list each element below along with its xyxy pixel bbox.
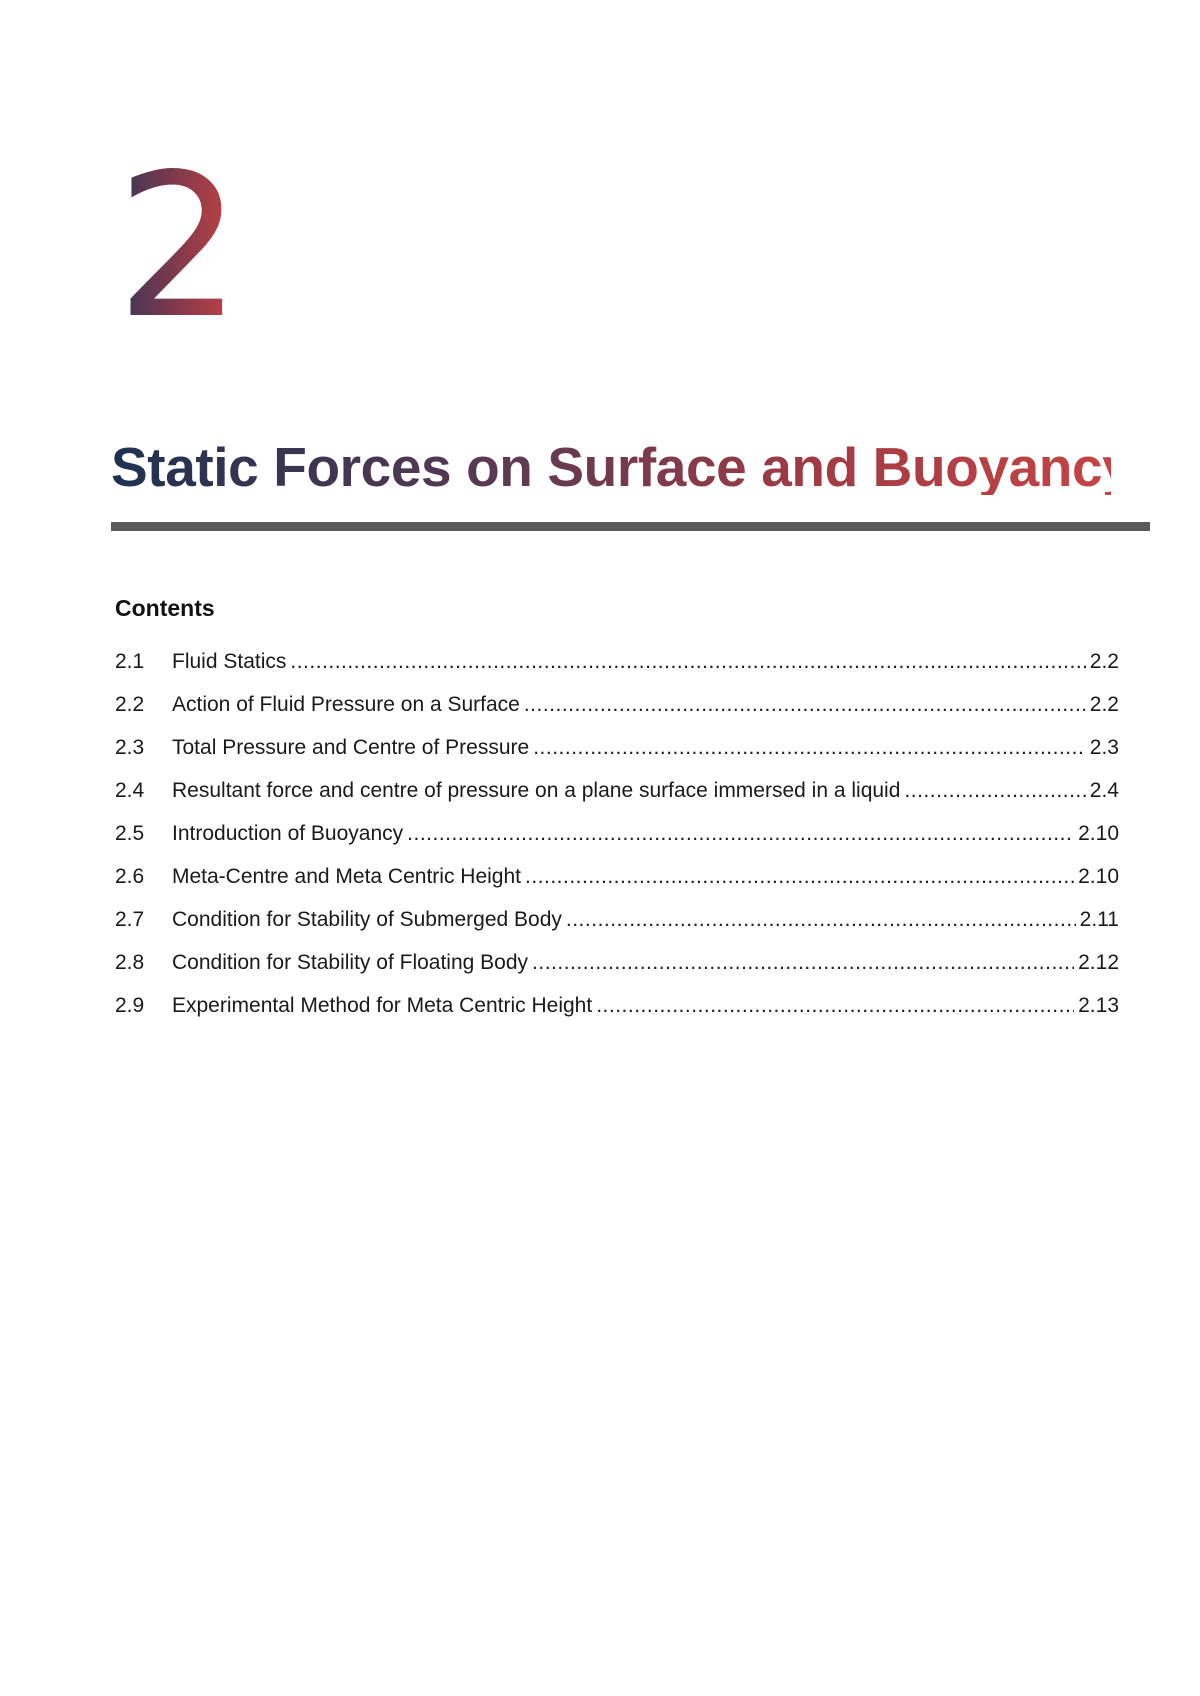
toc-entry-number: 2.1	[115, 650, 145, 673]
toc-entry-page: 2.11	[1079, 908, 1119, 931]
toc-entry[interactable]	[115, 865, 1119, 908]
toc-entry-title: Total Pressure and Centre of Pressure	[172, 736, 530, 759]
toc-entry[interactable]	[115, 650, 1119, 693]
toc-entry-number: 2.7	[115, 908, 145, 931]
chapter-title: Static Forces on Surface and Buoyancy	[111, 436, 1133, 498]
toc-dot-leader	[566, 908, 1076, 932]
toc-dot-leader	[533, 736, 1086, 760]
toc-entry-title: Introduction of Buoyancy	[172, 822, 404, 845]
toc-entry-page: 2.10	[1078, 822, 1119, 845]
title-divider	[111, 522, 1150, 531]
toc-entry[interactable]	[115, 736, 1119, 779]
toc-entry[interactable]	[115, 994, 1119, 1037]
toc-entry-number: 2.6	[115, 865, 145, 888]
contents-heading: Contents	[115, 595, 215, 621]
chapter-number: 2	[116, 131, 240, 362]
toc-entry-title: Condition for Stability of Submerged Body	[172, 908, 562, 931]
toc-entry-title: Experimental Method for Meta Centric Height	[172, 994, 593, 1017]
toc-entry[interactable]	[115, 693, 1119, 736]
toc-entry-number: 2.5	[115, 822, 145, 845]
toc-dot-leader	[407, 822, 1074, 846]
toc-entry[interactable]	[115, 951, 1119, 994]
toc-dot-leader	[596, 994, 1074, 1018]
toc-dot-leader	[290, 650, 1085, 674]
toc-dot-leader	[525, 865, 1074, 889]
toc-entry-title: Condition for Stability of Floating Body	[172, 951, 529, 974]
toc-entry-title: Action of Fluid Pressure on a Surface	[172, 693, 520, 716]
toc-dot-leader	[524, 693, 1086, 717]
toc-entry-page: 2.13	[1078, 994, 1119, 1017]
toc-entry[interactable]	[115, 908, 1119, 951]
toc-entry-title: Meta-Centre and Meta Centric Height	[172, 865, 521, 888]
toc-entry[interactable]	[115, 822, 1119, 865]
toc-dot-leader	[904, 779, 1085, 803]
toc-dot-leader	[532, 951, 1074, 975]
table-of-contents	[115, 650, 1119, 1037]
toc-entry-number: 2.3	[115, 736, 145, 759]
toc-entry-page: 2.3	[1089, 736, 1119, 759]
toc-entry-page: 2.10	[1078, 865, 1119, 888]
toc-entry-page: 2.4	[1089, 779, 1119, 802]
toc-entry-number: 2.2	[115, 693, 145, 716]
toc-entry[interactable]	[115, 779, 1119, 822]
toc-entry-title: Fluid Statics	[172, 650, 287, 673]
toc-entry-page: 2.2	[1089, 693, 1119, 716]
toc-entry-number: 2.8	[115, 951, 145, 974]
toc-entry-page: 2.12	[1078, 951, 1119, 974]
toc-entry-title: Resultant force and centre of pressure on a plane surface immersed in a liquid	[172, 779, 901, 802]
toc-entry-number: 2.9	[115, 994, 145, 1017]
toc-entry-page: 2.2	[1089, 650, 1119, 673]
toc-entry-number: 2.4	[115, 779, 145, 802]
